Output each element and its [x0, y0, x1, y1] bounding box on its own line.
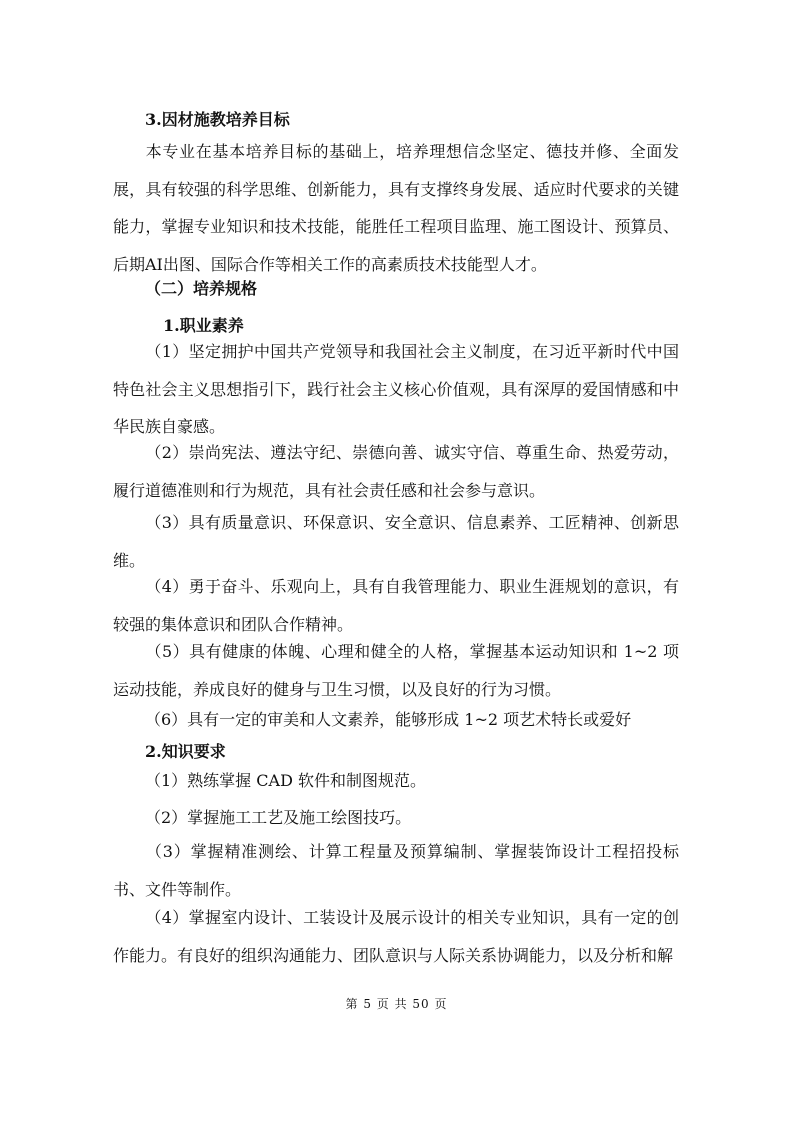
section-heading-training-spec: （二）培养规格: [145, 279, 258, 298]
literacy-item-6: （6）具有一定的审美和人文素养，能够形成 1~2 项艺术特长或爱好: [145, 710, 632, 729]
knowledge-item-4: （4）掌握室内设计、工装设计及展示设计的相关专业知识，具有一定的创作能力。有良好的组织沟通能力、团队意识与人际关系协调能力，以及分析和解: [113, 908, 679, 965]
subheading-professional-literacy: 1.职业素养: [163, 316, 244, 335]
section-heading-training-goal: 3.因材施教培养目标: [145, 110, 290, 129]
knowledge-item-3: （3）掌握精准测绘、计算工程量及预算编制、掌握装饰设计工程招投标书、文件等制作。: [113, 842, 679, 899]
literacy-item-5: （5）具有健康的体魄、心理和健全的人格，掌握基本运动知识和 1~2 项运动技能，养成良好的健身与卫生习惯，以及良好的行为习惯。: [113, 642, 679, 699]
literacy-item-3: （3）具有质量意识、环保意识、安全意识、信息素养、工匠精神、创新思维。: [113, 513, 679, 570]
page-number-footer: 第 5 页 共 50 页: [345, 997, 448, 1011]
literacy-item-2: （2）崇尚宪法、遵法守纪、崇德向善、诚实守信、尊重生命、热爱劳动，履行道德准则和行为规范，具有社会责任感和社会参与意识。: [113, 443, 679, 500]
knowledge-item-1: （1）熟练掌握 CAD 软件和制图规范。: [145, 771, 426, 790]
knowledge-item-2: （2）掌握施工工艺及施工绘图技巧。: [145, 808, 412, 827]
training-goal-paragraph: 本专业在基本培养目标的基础上，培养理想信念坚定、德技并修、全面发展，具有较强的科学思维、创新能力，具有支撑终身发展、适应时代要求的关键能力，掌握专业知识和技术技能，能胜任工程项目监理、施工图设计、预算员、后期AI出图、国际合作等相关工作的高素质技术技能型人才。: [113, 142, 679, 274]
subheading-knowledge-requirements: 2.知识要求: [145, 742, 226, 761]
literacy-item-1: （1）坚定拥护中国共产党领导和我国社会主义制度，在习近平新时代中国特色社会主义思想指引下，践行社会主义核心价值观，具有深厚的爱国情感和中华民族自豪感。: [113, 342, 679, 436]
literacy-item-4: （4）勇于奋斗、乐观向上，具有自我管理能力、职业生涯规划的意识，有较强的集体意识和团队合作精神。: [113, 577, 679, 634]
